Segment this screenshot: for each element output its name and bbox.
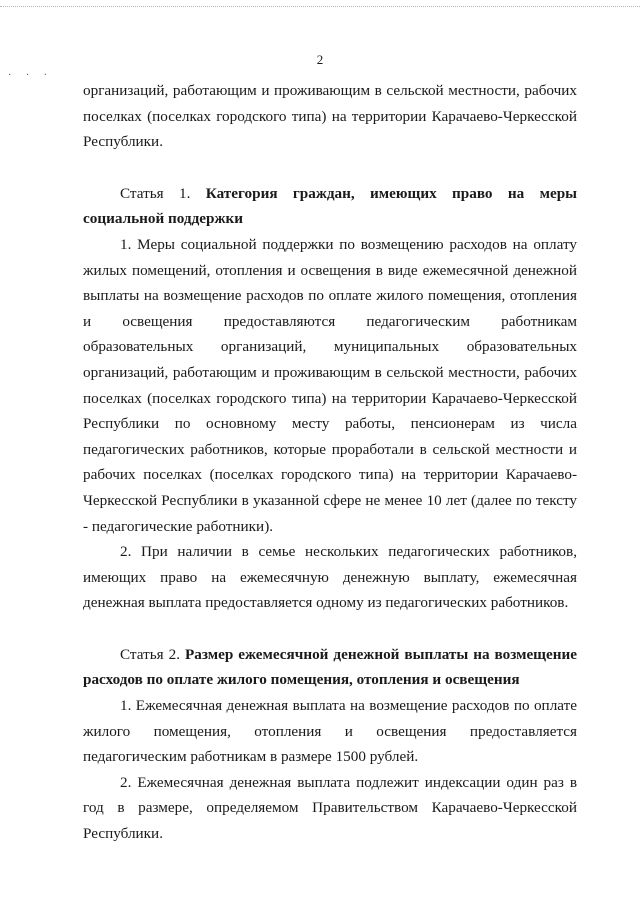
scan-artifact-dots: · · · bbox=[8, 70, 53, 81]
article-2-paragraph-1: 1. Ежемесячная денежная выплата на возмещение расходов по оплате жилого помещения, отопления и освещения предоставляется педагогическим работникам в размере 1500 рублей. bbox=[83, 697, 577, 766]
article-2-paragraph-2: 2. Ежемесячная денежная выплата подлежит индексации один раз в год в размере, определяемом Правительством Карачаево-Черкесской Республики. bbox=[83, 773, 577, 843]
document-body bbox=[83, 78, 577, 847]
article-2-prefix: Статья 2. bbox=[120, 645, 185, 663]
article-1-title: Категория граждан, имеющих право на меры социальной поддержки bbox=[83, 184, 577, 228]
article-2-title: Размер ежемесячной денежной выплаты на возмещение расходов по оплате жилого помещения, отопления и освещения bbox=[83, 645, 577, 689]
article-1-prefix: Статья 1. bbox=[120, 184, 206, 202]
scan-artifact-line bbox=[0, 6, 640, 8]
article-2-heading bbox=[83, 642, 577, 693]
article-1-heading bbox=[83, 181, 577, 232]
article-1-paragraph-2: 2. При наличии в семье нескольких педагогических работников, имеющих право на ежемесячную денежную выплату, ежемесячная денежная выплата предоставляется одному из педагогических работников. bbox=[83, 543, 577, 612]
article-1-paragraph-1: 1. Меры социальной поддержки по возмещению расходов на оплату жилых помещений, отопления и освещения в виде ежемесячной денежной выплаты на возмещение расходов по оплате жилого помещения, отопления и освещения предоставляются педагогическим работникам образовательных организаций, муниципальных образовательных организаций, работающим и проживающим в сельской местности, рабочих поселках (поселках городского типа) на территории Карачаево-Черкесской Республики по основному месту работы, пенсионерам из числа педагогических работников, которые проработали в сельской местности и рабочих поселках (поселках городского типа) на территории Карачаево-Черкесской Республики в указанной сфере не менее 10 лет (далее по тексту - педагогические работники). bbox=[83, 235, 577, 535]
intro-paragraph: организаций, работающим и проживающим в сельской местности, рабочих поселках (поселках городского типа) на территории Карачаево-Черкесской Республики. bbox=[83, 82, 577, 151]
page-number: 2 bbox=[316, 52, 324, 67]
